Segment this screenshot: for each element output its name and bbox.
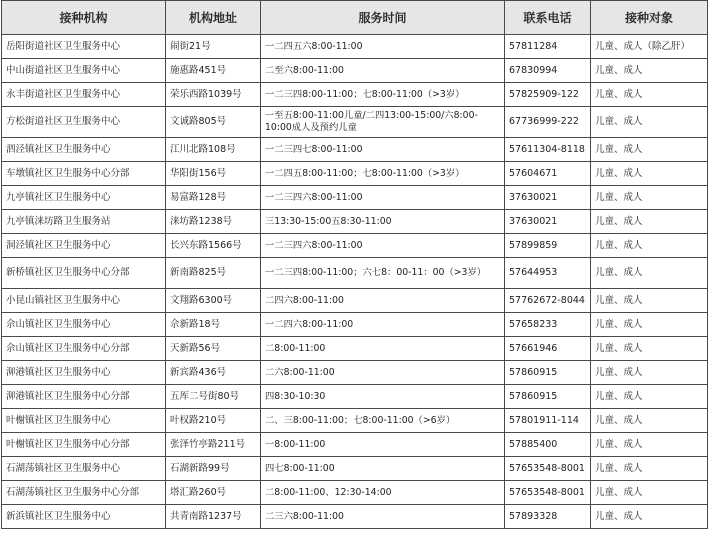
phone-cell: 57762672-8044 <box>505 289 591 313</box>
header-org: 接种机构 <box>2 1 166 35</box>
address-cell: 华阳街156号 <box>166 162 261 186</box>
target-cell: 儿童、成人 <box>591 83 708 107</box>
target-cell: 儿童、成人 <box>591 210 708 234</box>
address-cell: 五厍二号街80号 <box>166 385 261 409</box>
target-cell: 儿童、成人 <box>591 361 708 385</box>
org-cell: 新桥镇社区卫生服务中心分部 <box>2 258 166 289</box>
target-cell: 儿童、成人 <box>591 409 708 433</box>
org-cell: 叶榭镇社区卫生服务中心 <box>2 409 166 433</box>
org-cell: 小昆山镇社区卫生服务中心 <box>2 289 166 313</box>
table-row <box>2 59 708 83</box>
phone-cell: 57653548-8001 <box>505 481 591 505</box>
target-cell: 儿童、成人 <box>591 59 708 83</box>
address-cell: 荣乐西路1039号 <box>166 83 261 107</box>
org-cell: 石湖荡镇社区卫生服务中心分部 <box>2 481 166 505</box>
service-time-cell: 二8:00-11:00、12:30-14:00 <box>261 481 505 505</box>
table-row <box>2 35 708 59</box>
org-cell: 方松街道社区卫生服务中心 <box>2 107 166 138</box>
table-row <box>2 83 708 107</box>
org-cell: 九亭镇涞坊路卫生服务站 <box>2 210 166 234</box>
org-cell: 泖港镇社区卫生服务中心分部 <box>2 385 166 409</box>
address-cell: 共青南路1237号 <box>166 505 261 529</box>
service-time-cell: 一二三四六8:00-11:00 <box>261 186 505 210</box>
header-row <box>2 1 708 35</box>
service-time-cell: 四七8:00-11:00 <box>261 457 505 481</box>
service-time-cell: 二三六8:00-11:00 <box>261 505 505 529</box>
target-cell: 儿童、成人 <box>591 258 708 289</box>
org-cell: 佘山镇社区卫生服务中心 <box>2 313 166 337</box>
address-cell: 佘新路18号 <box>166 313 261 337</box>
phone-cell: 57661946 <box>505 337 591 361</box>
target-cell: 儿童、成人 <box>591 433 708 457</box>
service-time-cell: 三13:30-15:00五8:30-11:00 <box>261 210 505 234</box>
service-time-cell: 二、三8:00-11:00；七8:00-11:00（>6岁） <box>261 409 505 433</box>
target-cell: 儿童、成人 <box>591 481 708 505</box>
table-row <box>2 258 708 289</box>
phone-cell: 57604671 <box>505 162 591 186</box>
table-row <box>2 385 708 409</box>
target-cell: 儿童、成人 <box>591 457 708 481</box>
table-row <box>2 409 708 433</box>
org-cell: 佘山镇社区卫生服务中心分部 <box>2 337 166 361</box>
service-time-cell: 一二三四8:00-11:00；六七8：00-11：00（>3岁） <box>261 258 505 289</box>
header-address: 机构地址 <box>166 1 261 35</box>
service-time-cell: 二8:00-11:00 <box>261 337 505 361</box>
service-time-cell: 一至五8:00-11:00儿童/二四13:00-15:00/六8:00-10:00成人及预约儿童 <box>261 107 505 138</box>
org-cell: 新浜镇社区卫生服务中心 <box>2 505 166 529</box>
target-cell: 儿童、成人 <box>591 107 708 138</box>
org-cell: 九亭镇社区卫生服务中心 <box>2 186 166 210</box>
table-row <box>2 162 708 186</box>
address-cell: 天新路56号 <box>166 337 261 361</box>
target-cell: 儿童、成人 <box>591 138 708 162</box>
org-cell: 岳阳街道社区卫生服务中心 <box>2 35 166 59</box>
org-cell: 石湖荡镇社区卫生服务中心 <box>2 457 166 481</box>
header-phone: 联系电话 <box>505 1 591 35</box>
target-cell: 儿童、成人 <box>591 385 708 409</box>
table-row <box>2 107 708 138</box>
target-cell: 儿童、成人 <box>591 505 708 529</box>
address-cell: 新宾路436号 <box>166 361 261 385</box>
address-cell: 张泽竹亭路211号 <box>166 433 261 457</box>
org-cell: 叶榭镇社区卫生服务中心分部 <box>2 433 166 457</box>
table-row <box>2 289 708 313</box>
table-row <box>2 457 708 481</box>
phone-cell: 57885400 <box>505 433 591 457</box>
target-cell: 儿童、成人 <box>591 186 708 210</box>
table-row <box>2 234 708 258</box>
table-row <box>2 505 708 529</box>
org-cell: 泖港镇社区卫生服务中心 <box>2 361 166 385</box>
table-row <box>2 210 708 234</box>
address-cell: 文诚路805号 <box>166 107 261 138</box>
service-time-cell: 一二三四8:00-11:00；七8:00-11:00（>3岁） <box>261 83 505 107</box>
org-cell: 洞泾镇社区卫生服务中心 <box>2 234 166 258</box>
address-cell: 涞坊路1238号 <box>166 210 261 234</box>
phone-cell: 57658233 <box>505 313 591 337</box>
service-time-cell: 二至六8:00-11:00 <box>261 59 505 83</box>
address-cell: 易富路128号 <box>166 186 261 210</box>
phone-cell: 57893328 <box>505 505 591 529</box>
phone-cell: 57860915 <box>505 385 591 409</box>
table-row <box>2 433 708 457</box>
target-cell: 儿童、成人 <box>591 337 708 361</box>
table-row <box>2 313 708 337</box>
org-cell: 泗泾镇社区卫生服务中心 <box>2 138 166 162</box>
address-cell: 长兴东路1566号 <box>166 234 261 258</box>
phone-cell: 37630021 <box>505 186 591 210</box>
header-target: 接种对象 <box>591 1 708 35</box>
address-cell: 文翔路6300号 <box>166 289 261 313</box>
phone-cell: 57653548-8001 <box>505 457 591 481</box>
phone-cell: 57801911-114 <box>505 409 591 433</box>
target-cell: 儿童、成人 <box>591 162 708 186</box>
service-time-cell: 一二三四七8:00-11:00 <box>261 138 505 162</box>
service-time-cell: 一二四五8:00-11:00；七8:00-11:00（>3岁） <box>261 162 505 186</box>
phone-cell: 57644953 <box>505 258 591 289</box>
phone-cell: 57611304-8118 <box>505 138 591 162</box>
org-cell: 中山街道社区卫生服务中心 <box>2 59 166 83</box>
address-cell: 石湖新路99号 <box>166 457 261 481</box>
address-cell: 叶权路210号 <box>166 409 261 433</box>
target-cell: 儿童、成人 <box>591 289 708 313</box>
address-cell: 闹街21号 <box>166 35 261 59</box>
service-time-cell: 一8:00-11:00 <box>261 433 505 457</box>
org-cell: 车墩镇社区卫生服务中心分部 <box>2 162 166 186</box>
target-cell: 儿童、成人 <box>591 234 708 258</box>
phone-cell: 37630021 <box>505 210 591 234</box>
phone-cell: 57860915 <box>505 361 591 385</box>
service-time-cell: 四8:30-10:30 <box>261 385 505 409</box>
phone-cell: 67830994 <box>505 59 591 83</box>
service-time-cell: 二四六8:00-11:00 <box>261 289 505 313</box>
phone-cell: 67736999-222 <box>505 107 591 138</box>
address-cell: 施惠路451号 <box>166 59 261 83</box>
address-cell: 新南路825号 <box>166 258 261 289</box>
phone-cell: 57825909-122 <box>505 83 591 107</box>
org-cell: 永丰街道社区卫生服务中心 <box>2 83 166 107</box>
service-time-cell: 一二四六8:00-11:00 <box>261 313 505 337</box>
target-cell: 儿童、成人 <box>591 313 708 337</box>
phone-cell: 57811284 <box>505 35 591 59</box>
service-time-cell: 二六8:00-11:00 <box>261 361 505 385</box>
table-row <box>2 361 708 385</box>
service-time-cell: 一二三四六8:00-11:00 <box>261 234 505 258</box>
table-row <box>2 481 708 505</box>
vaccination-sites-table <box>1 0 708 529</box>
service-time-cell: 一二四五六8:00-11:00 <box>261 35 505 59</box>
table-row <box>2 337 708 361</box>
target-cell: 儿童、成人（除乙肝） <box>591 35 708 59</box>
address-cell: 塔汇路260号 <box>166 481 261 505</box>
table-row <box>2 138 708 162</box>
address-cell: 江川北路108号 <box>166 138 261 162</box>
header-service-time: 服务时间 <box>261 1 505 35</box>
table-row <box>2 186 708 210</box>
phone-cell: 57899859 <box>505 234 591 258</box>
table-body <box>2 35 708 529</box>
